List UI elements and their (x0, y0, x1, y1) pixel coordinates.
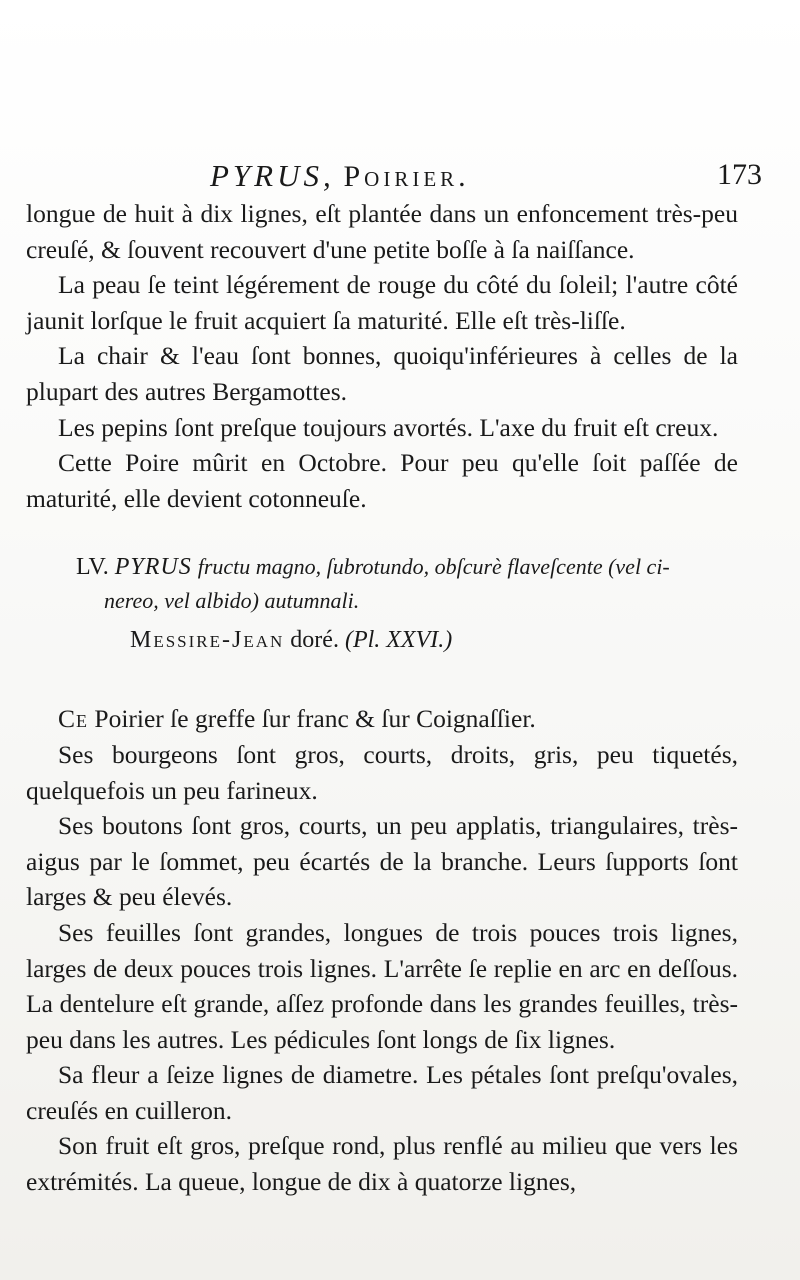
paragraph-maturite: Cette Poire mûrit en Octobre. Pour peu qu'elle ſoit paſſée de maturité, elle devient cotonneuſe. (26, 448, 738, 513)
section-spacer (26, 657, 738, 701)
species-description-2: nereo, vel albido) autumnali. (104, 588, 360, 614)
species-heading (76, 550, 738, 617)
running-header (0, 158, 800, 198)
paragraph-feuilles: Ses feuilles ſont grandes, longues de trois pouces trois lignes, larges de deux pouces trois lignes. L'arrête ſe replie en arc en deſſous. La dentelure eſt grande, aſſez profonde dans les grandes feuilles, très-peu dans les autres. Les pédicules ſont longs de ſix lignes. (26, 917, 738, 1054)
paragraph-bourgeons: Ses bourgeons ſont gros, courts, droits, gris, peu tiquetés, quelquefois un peu farineux. (26, 739, 738, 805)
species-number: LV. (76, 554, 109, 581)
variety-heading (130, 623, 738, 657)
paragraph-pepins: Les pepins ſont preſque toujours avortés. L'axe du fruit eſt creux. (58, 412, 719, 442)
page-body (26, 196, 738, 1200)
paragraph-fleur: Sa fleur a ſeize lignes de diametre. Les pétales ſont preſqu'ovales, creuſés en cuilleron. (26, 1060, 738, 1125)
first-sentence: Poirier ſe greffe ſur franc & ſur Coignaſſier. (94, 704, 536, 734)
section-spacer (26, 516, 738, 550)
variety-name: Messire-Jean (130, 627, 285, 654)
paragraph-greffe (26, 701, 738, 737)
page-number: 173 (717, 158, 762, 191)
paragraph-peau: La peau ſe teint légérement de rouge du côté du ſoleil; l'autre côté jaunit lorſque le fruit acquiert ſa maturité. Elle eſt très-liſſe. (26, 270, 738, 335)
genus-name: PYRUS, (210, 158, 335, 193)
paragraph-continued: longue de huit à dix lignes, eſt plantée dans un enfoncement très-peu creuſé, & ſouvent recouvert d'une petite boſſe à ſa naiſſance. (26, 199, 738, 264)
plate-reference: (Pl. XXVI.) (344, 627, 453, 654)
species-description-1: fructu magno, ſubrotundo, obſcurè flaveſcente (vel ci- (197, 554, 670, 580)
common-name: Poirier. (343, 160, 470, 193)
species-name: PYRUS (114, 554, 192, 581)
variety-qualifier: doré. (290, 627, 339, 654)
paragraph-boutons: Ses boutons ſont gros, courts, un peu applatis, triangulaires, très-aigus par le ſommet, peu écartés de la branche. Leurs ſupports ſont larges & peu élevés. (26, 811, 738, 912)
first-word: Ce (58, 704, 89, 734)
running-title (210, 158, 470, 194)
paragraph-fruit: Son fruit eſt gros, preſque rond, plus renflé au milieu que vers les extrémités. La queue, longue de dix à quatorze lignes, (26, 1131, 738, 1197)
paragraph-chair: La chair & l'eau ſont bonnes, quoiqu'inférieures à celles de la plupart des autres Bergamottes. (26, 341, 738, 406)
